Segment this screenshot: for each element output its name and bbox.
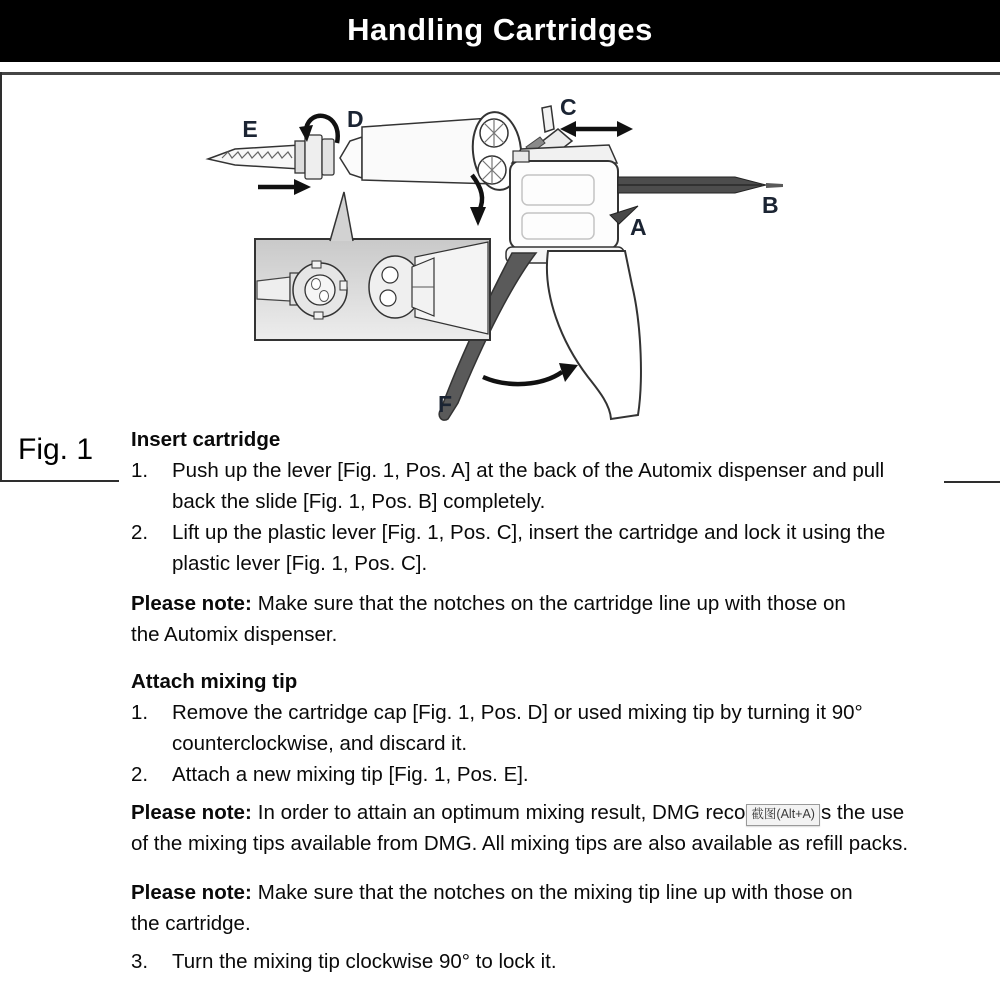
list-item-insert-1	[131, 455, 931, 517]
slide-rod	[618, 177, 783, 193]
screenshot-tooltip: 截图(Alt+A)	[746, 804, 820, 826]
content-top-rule	[0, 72, 1000, 75]
list-number: 3.	[131, 950, 149, 973]
list-item-attach-1	[131, 697, 931, 759]
list-number: 1.	[131, 701, 149, 724]
note-text: s the use	[820, 801, 905, 824]
note-text: the cartridge.	[131, 912, 251, 935]
note-label: Please note:	[131, 881, 252, 904]
list-text-line: Attach a new mixing tip [Fig. 1, Pos. E].	[172, 763, 529, 786]
figure-label-f: F	[438, 391, 453, 417]
figure-caption-rule-left	[0, 480, 119, 482]
list-item-insert-2	[131, 517, 931, 579]
list-item-attach-3	[131, 946, 931, 977]
mixing-tip	[208, 135, 334, 179]
list-number: 2.	[131, 763, 149, 786]
dispenser-body	[506, 145, 624, 263]
note-text: Make sure that the notches on the mixing tip line up with those on	[257, 881, 853, 904]
cartridge	[340, 110, 525, 193]
figure-label-d: D	[347, 106, 364, 132]
list-text-line: back the slide [Fig. 1, Pos. B] completely.	[172, 490, 546, 513]
insert-direction-arrow	[258, 179, 311, 195]
list-item-attach-2	[131, 759, 931, 790]
trigger-squeeze-arrow	[483, 363, 578, 384]
list-text-line: Lift up the plastic lever [Fig. 1, Pos. C], insert the cartridge and lock it using the	[172, 521, 886, 544]
attach-mixing-tip-heading: Attach mixing tip	[131, 670, 298, 693]
list-number: 1.	[131, 459, 149, 482]
list-number: 2.	[131, 521, 149, 544]
note-text: In order to attain an optimum mixing result, DMG reco	[257, 801, 746, 824]
page-title: Handling Cartridges	[347, 12, 653, 47]
note-mixing-result	[131, 797, 931, 859]
page-title-bar	[0, 0, 1000, 62]
note-cartridge-notches	[131, 588, 931, 650]
list-text-line: Turn the mixing tip clockwise 90° to lock it.	[172, 950, 557, 973]
figure-label-b: B	[762, 192, 779, 218]
list-text-line: Push up the lever [Fig. 1, Pos. A] at the back of the Automix dispenser and pull	[172, 459, 885, 482]
figure-left-rule	[0, 72, 2, 482]
figure-caption: Fig. 1	[18, 433, 94, 466]
figure-label-c: C	[560, 94, 577, 120]
note-label: Please note:	[131, 801, 252, 824]
figure-label-a: A	[630, 214, 647, 240]
list-text-line: counterclockwise, and discard it.	[172, 732, 468, 755]
note-tip-notches	[131, 877, 931, 939]
note-text: the Automix dispenser.	[131, 623, 338, 646]
figure-caption-rule-right	[944, 481, 1000, 483]
automix-dispenser-diagram	[190, 85, 790, 430]
lever-slide-arrow	[560, 121, 633, 137]
inset-detail-box	[255, 192, 490, 340]
handle-grip	[547, 251, 641, 419]
instruction-text	[131, 424, 931, 977]
note-text: of the mixing tips available from DMG. All mixing tips are also available as refill packs.	[131, 832, 909, 855]
note-label: Please note:	[131, 592, 252, 615]
figure-label-e: E	[242, 116, 258, 142]
list-text-line: Remove the cartridge cap [Fig. 1, Pos. D] or used mixing tip by turning it 90°	[172, 701, 863, 724]
list-text-line: plastic lever [Fig. 1, Pos. C].	[172, 552, 428, 575]
insert-cartridge-heading: Insert cartridge	[131, 428, 281, 451]
note-text: Make sure that the notches on the cartridge line up with those on	[257, 592, 846, 615]
